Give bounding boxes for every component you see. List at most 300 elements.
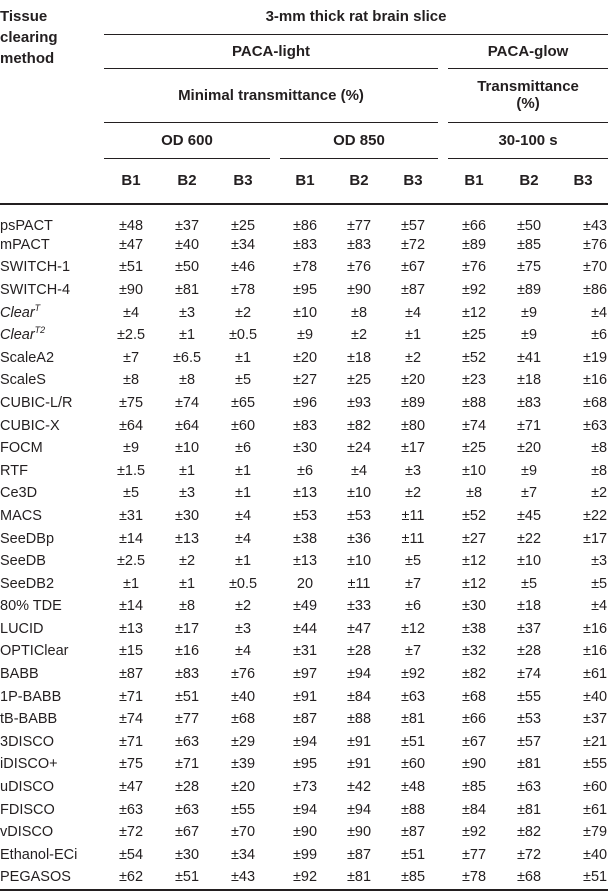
value-cell: ±10 [346,553,372,570]
value-cell: ±47 [346,620,372,637]
value-cell: ±82 [461,666,487,683]
value-cell: ±4 [234,507,252,524]
value-cell: ±5 [234,372,252,389]
time-header: 30-100 s [448,122,608,158]
value-cell: ±10 [516,553,542,570]
value-cell: ±90 [292,824,318,841]
value-cell: ±1 [404,327,422,344]
table-row [0,550,608,573]
value-cell: ±10 [346,485,372,502]
value-cell: ±65 [230,394,256,411]
value-cell: ±37 [174,217,200,234]
value-cell: ±91 [292,688,318,705]
value-cell: ±63 [174,733,200,750]
method-name [0,776,104,799]
value-cell: ±2 [404,485,422,502]
method-name [0,256,104,279]
table-row [0,234,608,257]
value-cell: ±83 [292,417,318,434]
value-cell: ±63 [118,801,144,818]
value-cell: ±47 [118,779,144,796]
value-cell: ±39 [230,756,256,773]
value-cell: ±83 [516,394,542,411]
value-cell: ±46 [230,259,256,276]
value-cell: ±95 [292,281,318,298]
method-label: vDISCO [0,824,54,841]
value-cell: ±4 [234,643,252,660]
value-cell: ±66 [461,217,487,234]
value-cell: ±74 [461,417,487,434]
value-cell: ±0.5 [228,327,258,344]
value-cell: ±87 [118,666,144,683]
value-cell: ±5 [520,575,538,592]
value-cell: ±87 [346,846,372,863]
value-cell: ±94 [292,733,318,750]
value-cell: ±72 [118,824,144,841]
value-cell: ±48 [400,779,426,796]
method-label: MACS [0,507,42,524]
value-cell: ±3 [234,620,252,637]
method-name [0,437,104,460]
value-cell: ±61 [583,666,608,683]
value-cell: ±25 [461,440,487,457]
value-cell: ±9 [520,304,538,321]
table-row [0,505,608,528]
value-cell: ±81 [516,756,542,773]
method-header-line-1: Tissue [0,8,48,25]
value-cell: ±40 [583,688,608,705]
value-cell: ±70 [230,824,256,841]
value-cell: ±80 [400,417,426,434]
method-name [0,753,104,776]
method-label: PEGASOS [0,869,71,886]
value-cell: ±50 [174,259,200,276]
value-cell: ±12 [400,620,426,637]
method-header-line-3: method [0,50,55,67]
method-label: CUBIC-L/R [0,394,73,411]
value-cell: ±43 [230,869,256,886]
value-cell: ±86 [583,281,608,298]
method-label: tB-BABB [0,711,58,728]
value-cell: ±44 [292,620,318,637]
value-cell: ±87 [400,824,426,841]
value-cell: ±77 [461,846,487,863]
method-label: SeeDB2 [0,575,55,592]
table-row [0,708,608,731]
method-name [0,204,104,234]
table-row [0,482,608,505]
value-cell: ±20 [230,779,256,796]
method-name [0,731,104,754]
table-row [0,392,608,415]
value-cell: ±24 [346,440,372,457]
value-cell: ±34 [230,846,256,863]
value-cell: ±57 [400,217,426,234]
value-cell: ±76 [346,259,372,276]
value-cell: ±30 [174,846,200,863]
value-cell: ±92 [461,824,487,841]
value-cell: ±87 [292,711,318,728]
value-cell: ±88 [346,711,372,728]
value-cell: ±78 [461,869,487,886]
method-name [0,708,104,731]
table-row [0,204,608,234]
table-row [0,459,608,482]
value-cell: ±2.5 [116,327,146,344]
table-row [0,256,608,279]
value-cell: ±36 [346,530,372,547]
value-cell: ±7 [520,485,538,502]
value-cell: ±11 [401,507,425,524]
method-label: OPTIClear [0,643,69,660]
method-name [0,234,104,257]
value-cell: ±6 [296,462,314,479]
column-header: B2 [177,172,197,189]
value-cell: ±5 [591,575,608,592]
method-name [0,866,104,890]
value-cell: ±60 [400,756,426,773]
table-row [0,572,608,595]
value-cell: ±4 [122,304,140,321]
value-cell: ±93 [346,394,372,411]
value-cell: ±85 [461,779,487,796]
value-cell: ±92 [400,666,426,683]
value-cell: ±8 [350,304,368,321]
value-cell: ±1 [234,485,252,502]
value-cell: ±92 [461,281,487,298]
value-cell: ±88 [400,801,426,818]
value-cell: ±1.5 [116,462,146,479]
value-cell: ±2 [404,349,422,366]
method-name [0,640,104,663]
paca-glow-header: PACA-glow [448,34,608,68]
value-cell: ±3 [404,462,422,479]
table-row [0,346,608,369]
method-header-cell [0,0,104,158]
value-cell: ±67 [461,733,487,750]
value-cell: ±51 [174,869,200,886]
value-cell: ±8 [465,485,483,502]
method-label: CUBIC-X [0,417,60,434]
value-cell: ±27 [292,372,318,389]
value-cell: ±78 [292,259,318,276]
value-cell: ±13 [292,553,318,570]
value-cell: ±8 [178,372,196,389]
value-cell: ±22 [516,530,542,547]
value-cell: ±82 [346,417,372,434]
value-cell: ±54 [118,846,144,863]
value-cell: ±5 [404,553,422,570]
value-cell: ±52 [461,507,487,524]
method-label: SWITCH-1 [0,259,71,276]
value-cell: ±18 [516,372,542,389]
value-cell: ±6 [404,598,422,615]
value-cell: ±9 [122,440,140,457]
method-name [0,482,104,505]
value-cell: ±37 [516,620,542,637]
method-label: 3DISCO [0,733,54,750]
value-cell: ±37 [583,711,608,728]
value-cell: ±17 [174,620,200,637]
method-label: Clear [0,304,35,321]
value-cell: ±29 [230,733,256,750]
method-label: Ethanol-ECi [0,846,78,863]
value-cell: ±4 [404,304,422,321]
value-cell: ±83 [174,666,200,683]
value-cell: ±4 [234,530,252,547]
value-cell: ±67 [400,259,426,276]
value-cell: ±76 [230,666,256,683]
method-label: BABB [0,666,39,683]
value-cell: ±92 [292,869,318,886]
method-name [0,346,104,369]
value-cell: ±20 [516,440,542,457]
method-name [0,595,104,618]
value-cell: ±83 [346,236,372,253]
value-cell: ±53 [516,711,542,728]
method-name [0,301,104,324]
value-cell: ±87 [400,281,426,298]
value-cell: ±7 [404,575,422,592]
value-cell: 20 [296,575,314,592]
od850-header: OD 850 [280,122,438,158]
method-label: RTF [0,462,28,479]
value-cell: ±84 [461,801,487,818]
value-cell: ±2.5 [116,553,146,570]
value-cell: ±25 [230,217,256,234]
value-cell: ±4 [591,598,608,615]
value-cell: ±12 [461,575,487,592]
value-cell: ±33 [346,598,372,615]
value-cell: ±43 [583,217,608,234]
value-cell: ±17 [583,530,608,547]
method-label: FDISCO [0,801,55,818]
value-cell: ±90 [461,756,487,773]
method-label: Ce3D [0,485,38,502]
column-header: B3 [233,172,253,189]
column-header: B1 [464,172,484,189]
value-cell: ±77 [174,711,200,728]
value-cell: ±3 [591,553,608,570]
table-row [0,866,608,890]
value-cell: ±4 [591,304,608,321]
table-row [0,776,608,799]
value-cell: ±72 [400,236,426,253]
value-cell: ±48 [118,217,144,234]
value-cell: ±42 [346,779,372,796]
table-row [0,821,608,844]
table-row [0,527,608,550]
value-cell: ±74 [174,394,200,411]
value-cell: ±8 [591,440,608,457]
table-row [0,685,608,708]
value-cell: ±51 [174,688,200,705]
value-cell: ±86 [292,217,318,234]
method-name [0,798,104,821]
value-cell: ±1 [122,575,140,592]
value-cell: ±38 [292,530,318,547]
value-cell: ±74 [118,711,144,728]
min-transmittance-header: Minimal transmittance (%) [104,68,438,122]
value-cell: ±6 [591,327,608,344]
method-name [0,505,104,528]
value-cell: ±32 [461,643,487,660]
slice-title: 3-mm thick rat brain slice [104,0,608,34]
value-cell: ±52 [461,349,487,366]
value-cell: ±8 [591,462,608,479]
value-cell: ±57 [516,733,542,750]
table-row [0,414,608,437]
value-cell: ±27 [461,530,487,547]
value-cell: ±53 [292,507,318,524]
value-cell: ±63 [400,688,426,705]
table-row [0,279,608,302]
value-cell: ±70 [583,259,608,276]
value-cell: ±89 [400,394,426,411]
value-cell: ±10 [292,304,318,321]
value-cell: ±84 [346,688,372,705]
value-cell: ±63 [583,417,608,434]
value-cell: ±22 [583,507,608,524]
value-cell: ±5 [122,485,140,502]
value-cell: ±85 [516,236,542,253]
value-cell: ±10 [174,440,200,457]
column-header: B2 [349,172,369,189]
value-cell: ±99 [292,846,318,863]
value-cell: ±16 [174,643,200,660]
value-cell: ±30 [174,507,200,524]
value-cell: ±40 [230,688,256,705]
value-cell: ±49 [292,598,318,615]
table-row [0,798,608,821]
method-label: SWITCH-4 [0,281,71,298]
table-row [0,301,608,324]
method-label: 80% TDE [0,598,62,615]
method-label: ScaleS [0,372,46,389]
value-cell: ±78 [230,281,256,298]
method-name [0,527,104,550]
value-cell: ±20 [400,372,426,389]
value-cell: ±9 [520,462,538,479]
value-cell: ±66 [461,711,487,728]
value-cell: ±6 [234,440,252,457]
value-cell: ±94 [292,801,318,818]
value-cell: ±34 [230,236,256,253]
method-superscript: T [34,302,41,313]
table-row [0,324,608,347]
value-cell: ±30 [292,440,318,457]
column-header: B3 [403,172,423,189]
value-cell: ±16 [583,620,608,637]
value-cell: ±8 [178,598,196,615]
value-cell: ±31 [118,507,144,524]
method-name [0,279,104,302]
value-cell: ±1 [234,462,252,479]
value-cell: ±19 [583,349,608,366]
value-cell: ±62 [118,869,144,886]
transmittance-header-line-2: (%) [516,95,540,112]
value-cell: ±68 [461,688,487,705]
value-cell: ±47 [118,236,144,253]
method-label: FOCM [0,440,43,457]
value-cell: ±2 [234,304,252,321]
value-cell: ±68 [583,394,608,411]
value-cell: ±40 [583,846,608,863]
method-name [0,324,104,347]
value-cell: ±55 [583,756,608,773]
method-label: SeeDB [0,553,46,570]
method-name [0,685,104,708]
value-cell: ±91 [346,756,372,773]
od600-header: OD 600 [104,122,270,158]
value-cell: ±13 [118,620,144,637]
value-cell: ±88 [461,394,487,411]
value-cell: ±71 [516,417,542,434]
value-cell: ±20 [292,349,318,366]
value-cell: ±81 [516,801,542,818]
value-cell: ±41 [516,349,542,366]
value-cell: ±38 [461,620,487,637]
value-cell: ±1 [234,349,252,366]
table-body [0,204,608,890]
value-cell: ±2 [591,485,608,502]
value-cell: ±61 [583,801,608,818]
value-cell: ±2 [178,553,196,570]
value-cell: ±25 [461,327,487,344]
value-cell: ±14 [118,530,144,547]
value-cell: ±81 [400,711,426,728]
value-cell: ±83 [292,236,318,253]
column-header: B2 [519,172,539,189]
value-cell: ±76 [461,259,487,276]
value-cell: ±2 [350,327,368,344]
value-cell: ±0.5 [228,575,258,592]
table-row [0,437,608,460]
value-cell: ±1 [234,553,252,570]
value-cell: ±14 [118,598,144,615]
method-name [0,663,104,686]
value-cell: ±18 [516,598,542,615]
value-cell: ±51 [400,733,426,750]
value-cell: ±9 [520,327,538,344]
method-label: 1P-BABB [0,688,62,705]
value-cell: ±28 [516,643,542,660]
value-cell: ±12 [461,553,487,570]
value-cell: ±64 [174,417,200,434]
method-name [0,459,104,482]
value-cell: ±68 [230,711,256,728]
table-row [0,369,608,392]
column-header: B1 [121,172,141,189]
method-label: SeeDBp [0,530,55,547]
method-label: ScaleA2 [0,349,55,366]
value-cell: ±89 [516,281,542,298]
value-cell: ±25 [346,372,372,389]
value-cell: ±71 [174,756,200,773]
method-name [0,572,104,595]
table-row [0,595,608,618]
value-cell: ±94 [346,801,372,818]
value-cell: ±11 [401,530,425,547]
value-cell: ±1 [178,462,196,479]
value-cell: ±2 [234,598,252,615]
method-name [0,414,104,437]
value-cell: ±75 [118,756,144,773]
paca-light-header: PACA-light [104,34,438,68]
value-cell: ±90 [346,281,372,298]
method-label: Clear [0,327,35,344]
value-cell: ±11 [347,575,371,592]
